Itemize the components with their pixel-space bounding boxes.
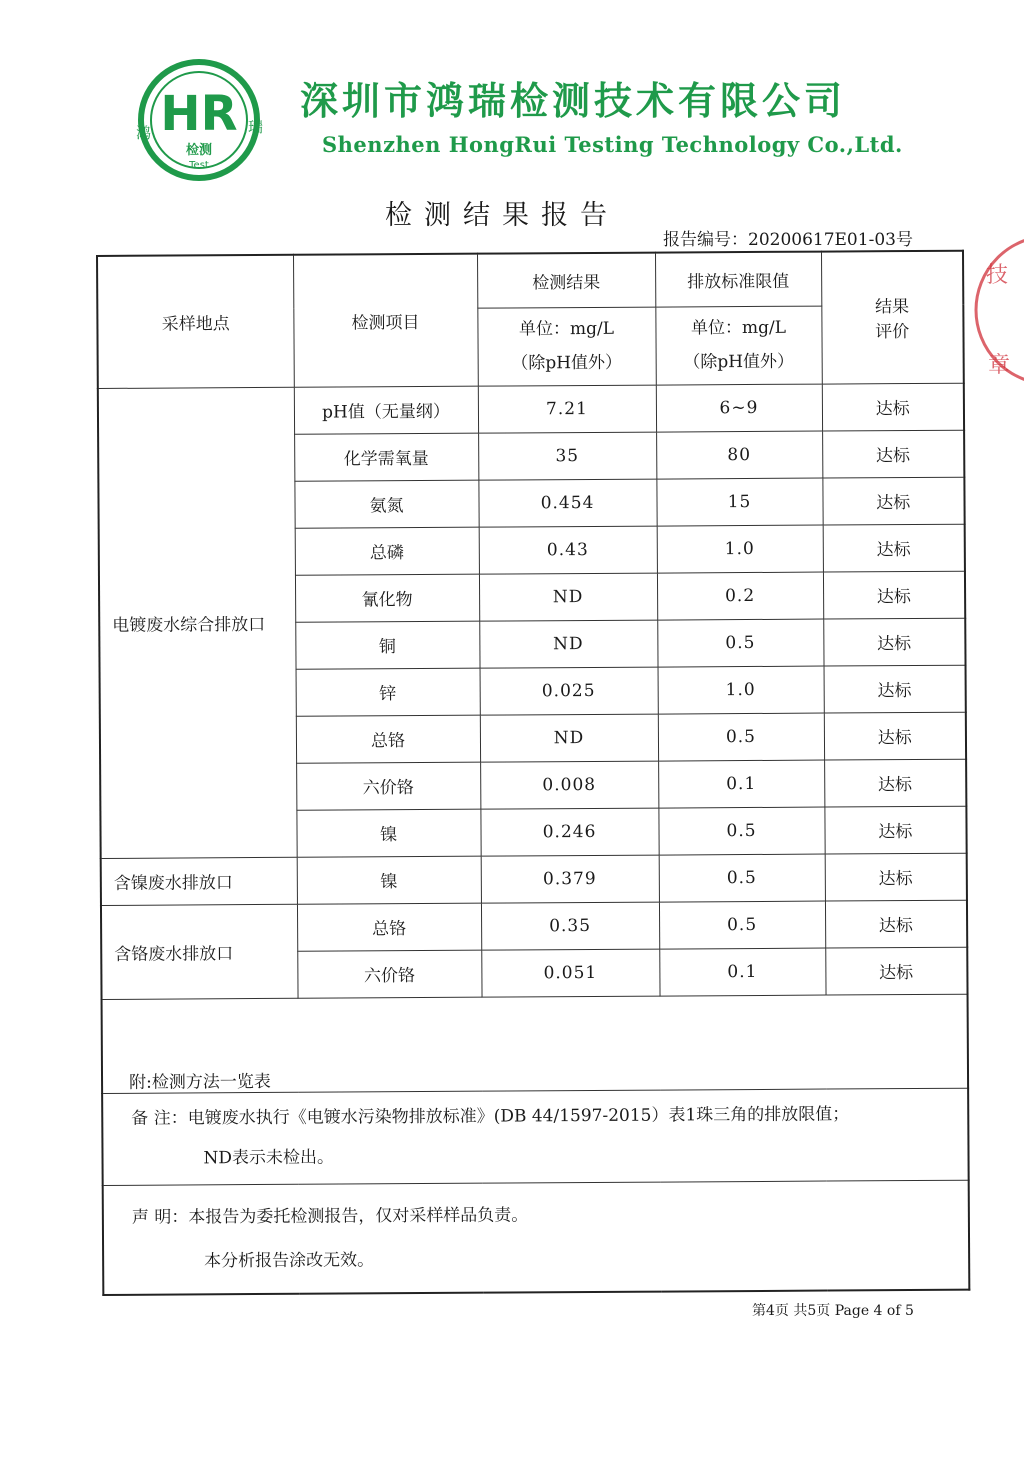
statement-text-2: 本分析报告涂改无效。 xyxy=(204,1250,375,1272)
company-name-cn: 深圳市鸿瑞检测技术有限公司 xyxy=(300,79,847,123)
statement-line-1 xyxy=(132,1199,964,1230)
result-value-cell: 7.21 xyxy=(478,385,656,433)
test-item-cell: 化学需氧量 xyxy=(294,433,478,481)
evaluation-cell: 达标 xyxy=(825,947,967,995)
notes-blank-row xyxy=(102,994,969,1093)
test-item-cell: pH值（无量纲） xyxy=(294,386,478,434)
table-row xyxy=(101,900,967,952)
statement-label: 声 明： xyxy=(131,1207,189,1228)
limit-value-cell: 0.5 xyxy=(659,854,825,902)
header-evaluation-1: 结果 xyxy=(875,297,910,318)
svg-text:章: 章 xyxy=(988,353,1011,378)
evaluation-cell: 达标 xyxy=(824,759,966,807)
test-item-cell: 总铬 xyxy=(296,715,480,763)
evaluation-cell: 达标 xyxy=(824,665,966,713)
unit-result-note: （除pH值外） xyxy=(511,352,623,374)
results-table xyxy=(96,250,970,1296)
limit-value-cell: 1.0 xyxy=(658,666,824,714)
result-value-cell: 0.379 xyxy=(481,855,659,903)
statement-cell xyxy=(103,1180,970,1295)
evaluation-cell: 达标 xyxy=(823,618,965,666)
result-value-cell: 0.454 xyxy=(478,479,656,527)
test-item-cell: 六价铬 xyxy=(297,950,481,998)
logo-test-text: Test xyxy=(189,160,209,171)
result-value-cell: 0.051 xyxy=(481,949,659,997)
test-item-cell: 镍 xyxy=(297,856,481,904)
evaluation-cell: 达标 xyxy=(822,383,964,431)
limit-value-cell: 0.5 xyxy=(658,713,824,761)
evaluation-cell: 达标 xyxy=(823,524,965,572)
result-value-cell: ND xyxy=(480,714,658,762)
evaluation-cell: 达标 xyxy=(822,430,964,478)
test-item-cell: 氨氮 xyxy=(294,480,478,528)
remark-label: 备 注： xyxy=(131,1108,188,1129)
evaluation-cell: 达标 xyxy=(824,806,966,854)
unit-result-text: 单位：mg/L xyxy=(518,318,615,340)
page-footer: 第4页 共5页 Page 4 of 5 xyxy=(752,1303,914,1319)
report-title: 检测结果报告 xyxy=(385,200,619,231)
limit-value-cell: 0.1 xyxy=(659,948,825,996)
table-row xyxy=(98,383,964,435)
statement-row xyxy=(103,1180,970,1295)
unit-limit-text: 单位：mg/L xyxy=(690,317,787,339)
evaluation-cell: 达标 xyxy=(822,477,964,525)
statement-text-1: 本报告为委托检测报告，仅对采样样品负责。 xyxy=(188,1205,529,1228)
table-row xyxy=(101,853,967,905)
remark-text-2: ND表示未检出。 xyxy=(203,1147,335,1169)
result-value-cell: 0.35 xyxy=(481,902,659,950)
appendix-text: 附:检测方法一览表 xyxy=(128,1071,271,1093)
header-limit: 排放标准限值 xyxy=(655,252,821,307)
evaluation-cell: 达标 xyxy=(823,571,965,619)
header-item: 检测项目 xyxy=(293,254,478,387)
result-value-cell: 0.008 xyxy=(480,761,658,809)
test-item-cell: 氰化物 xyxy=(295,574,479,622)
sampling-site-cell: 含镍废水排放口 xyxy=(101,857,297,905)
result-value-cell: 0.246 xyxy=(480,808,658,856)
remark-cell xyxy=(102,1088,969,1185)
header-result: 检测结果 xyxy=(477,253,655,308)
result-value-cell: ND xyxy=(479,573,657,621)
remark-line-1 xyxy=(131,1101,963,1132)
limit-value-cell: 0.1 xyxy=(658,760,824,808)
header-unit-result xyxy=(477,307,655,386)
limit-value-cell: 80 xyxy=(656,431,822,479)
remark-text-1: 电镀废水执行《电镀水污染物排放标准》(DB 44/1597-2015）表1珠三角的排放限值； xyxy=(187,1104,850,1129)
result-value-cell: ND xyxy=(479,620,657,668)
report-table-wrapper xyxy=(96,250,968,1307)
appendix-cell xyxy=(102,994,969,1093)
header-row-1 xyxy=(97,251,963,310)
official-seal-stamp xyxy=(972,222,1024,402)
evaluation-cell: 达标 xyxy=(825,853,967,901)
limit-value-cell: 0.5 xyxy=(657,619,823,667)
limit-value-cell: 0.5 xyxy=(658,807,824,855)
limit-value-cell: 1.0 xyxy=(657,525,823,573)
remark-row xyxy=(102,1088,969,1185)
evaluation-cell: 达标 xyxy=(824,712,966,760)
limit-value-cell: 0.2 xyxy=(657,572,823,620)
limit-value-cell: 6~9 xyxy=(656,384,822,432)
header-evaluation xyxy=(821,251,964,384)
result-value-cell: 0.43 xyxy=(479,526,657,574)
test-item-cell: 六价铬 xyxy=(296,762,480,810)
report-number: 报告编号：20200617E01-03号 xyxy=(663,230,913,250)
svg-text:技: 技 xyxy=(986,263,1009,288)
test-item-cell: 锌 xyxy=(296,668,480,716)
test-item-cell: 镍 xyxy=(296,809,480,857)
test-item-cell: 总磷 xyxy=(295,527,479,575)
sampling-site-cell: 电镀废水综合排放口 xyxy=(98,387,297,858)
test-item-cell: 铜 xyxy=(295,621,479,669)
header-unit-limit xyxy=(655,306,821,385)
logo-right-char: 瑞 xyxy=(248,118,264,136)
company-logo xyxy=(124,58,274,186)
logo-hr-text: HR xyxy=(160,86,238,142)
limit-value-cell: 15 xyxy=(656,478,822,526)
header-site: 采样地点 xyxy=(97,255,294,388)
logo-sub-text: 检测 xyxy=(185,143,213,158)
logo-left-char: 鸿 xyxy=(136,124,152,142)
evaluation-cell: 达标 xyxy=(825,900,967,948)
unit-limit-note: （除pH值外） xyxy=(683,351,795,373)
limit-value-cell: 0.5 xyxy=(659,901,825,949)
result-value-cell: 0.025 xyxy=(480,667,658,715)
sampling-site-cell: 含铬废水排放口 xyxy=(101,904,298,999)
header-evaluation-2: 评价 xyxy=(875,322,910,343)
test-item-cell: 总铬 xyxy=(297,903,481,951)
result-value-cell: 35 xyxy=(478,432,656,480)
company-name-en: Shenzhen HongRui Testing Technology Co.,Ltd. xyxy=(322,132,903,157)
